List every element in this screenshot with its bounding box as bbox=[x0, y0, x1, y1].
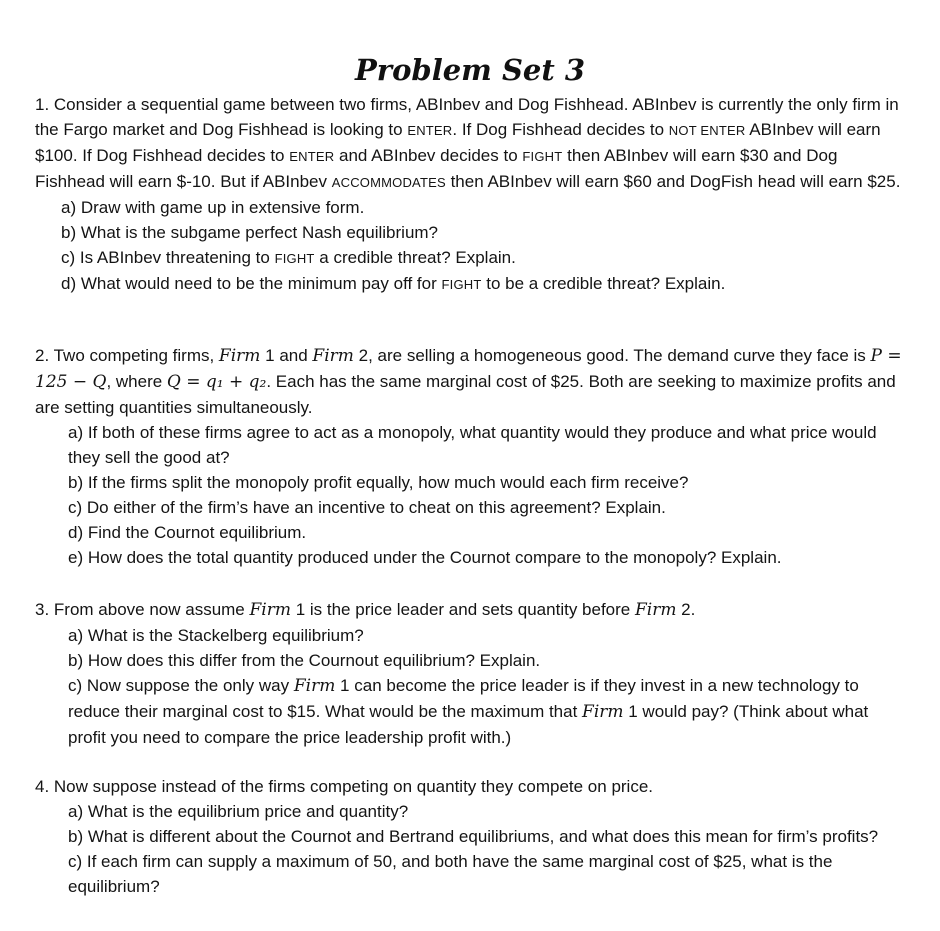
question-3-text bbox=[35, 597, 905, 623]
keyword-enter: ENTER bbox=[407, 123, 453, 138]
q3-text-3: . bbox=[690, 600, 696, 619]
q1-text-4: and ABInbev decides to bbox=[334, 146, 523, 165]
question-2 bbox=[35, 343, 905, 570]
q2-part-c: c) Do either of the firm’s have an incentive to cheat on this agreement? Explain. bbox=[68, 498, 666, 517]
q3-c-text-2: can become the price leader is if they invest in a new technology to reduce their marginal cost to $15. What would be the maximum that bbox=[68, 676, 859, 721]
q1-part-b: b) What is the subgame perfect Nash equilibrium? bbox=[61, 223, 439, 242]
question-2-text bbox=[35, 343, 905, 420]
question-1-text bbox=[35, 92, 905, 195]
question-3 bbox=[35, 597, 905, 750]
q3-c-text-3: would pay? (Think about what profit you need to compare the price leadership profit with.) bbox=[68, 702, 869, 747]
firm-number: 1 bbox=[260, 346, 275, 365]
q2-part-a: a) If both of these firms agree to act as a monopoly, what quantity would they produce and what price would they sell the good at? bbox=[68, 423, 877, 467]
q4-part-a: a) What is the equilibrium price and quantity? bbox=[68, 802, 409, 821]
q1-text-2: . If Dog Fishhead decides to bbox=[452, 120, 669, 139]
q3-c-text-1: c) Now suppose the only way bbox=[68, 676, 294, 695]
math-firm: Firm bbox=[634, 600, 677, 620]
q3-text-1: 3. From above now assume bbox=[35, 600, 250, 619]
math-firm: Firm bbox=[293, 676, 336, 696]
math-firm: Firm bbox=[218, 346, 261, 366]
math-firm: Firm bbox=[582, 702, 624, 722]
keyword-accommodates: ACCOMMODATES bbox=[331, 175, 446, 190]
q1-text-1: 1. Consider a sequential game between two firms, ABInbev and Dog Fishhead. ABInbev is currently the only firm in the Fargo market and Dog Fishhead is looking to bbox=[35, 95, 899, 139]
page-title: Problem Set 3 bbox=[354, 53, 586, 87]
firm-number: 2 bbox=[353, 346, 369, 365]
q2-text-3: , are selling a homogeneous good. The demand curve they face is bbox=[368, 346, 871, 365]
q2-text-4: , where bbox=[106, 372, 167, 391]
firm-number: 1 bbox=[623, 702, 638, 721]
q1-text-6: then ABInbev will earn $60 and DogFish head will earn $25. bbox=[445, 172, 901, 191]
q3-text-2: is the price leader and sets quantity before bbox=[305, 600, 635, 619]
keyword-fight: FIGHT bbox=[522, 149, 563, 164]
q3-part-c bbox=[35, 673, 905, 750]
q1-c-text-2: a credible threat? Explain. bbox=[314, 248, 516, 267]
q2-text-2: and bbox=[274, 346, 313, 365]
q1-c-text-1: c) Is ABInbev threatening to bbox=[61, 248, 275, 267]
keyword-enter: ENTER bbox=[289, 149, 335, 164]
q1-d-text-1: d) What would need to be the minimum pay off for bbox=[61, 274, 442, 293]
q4-part-b: b) What is different about the Cournot and Bertrand equilibriums, and what does this mean for firm’s profits? bbox=[68, 827, 879, 846]
math-firm: Firm bbox=[312, 346, 354, 366]
quantity-equation: Q = q₁ + q₂ bbox=[166, 372, 267, 392]
q4-part-c: c) If each firm can supply a maximum of 50, and both have the same marginal cost of $25, what is the equilibrium? bbox=[68, 852, 833, 896]
q1-text-5: then ABInbev will earn $30 and Dog Fishhead will earn $-10. But if ABInbev bbox=[35, 146, 838, 191]
demand-equation: P = 125 − Q bbox=[35, 346, 902, 392]
keyword-fight: FIGHT bbox=[441, 277, 482, 292]
keyword-not-enter: NOT ENTER bbox=[668, 123, 746, 138]
firm-number: 1 bbox=[290, 600, 306, 619]
question-1 bbox=[35, 92, 905, 297]
q3-part-b: b) How does this differ from the Cournout equilibrium? Explain. bbox=[68, 651, 541, 670]
q2-part-b: b) If the firms split the monopoly profit equally, how much would each firm receive? bbox=[68, 473, 689, 492]
keyword-fight: FIGHT bbox=[274, 251, 315, 266]
q2-text-1: 2. Two competing firms, bbox=[35, 346, 219, 365]
q1-d-text-2: to be a credible threat? Explain. bbox=[481, 274, 726, 293]
q1-part-a: a) Draw with game up in extensive form. bbox=[61, 198, 365, 217]
q2-text-5: . Each has the same marginal cost of $25. Both are seeking to maximize profits and are setting quantities simultaneously. bbox=[35, 372, 896, 417]
q1-part-d bbox=[35, 271, 905, 297]
math-firm: Firm bbox=[249, 600, 291, 620]
q3-part-a: a) What is the Stackelberg equilibrium? bbox=[68, 626, 364, 645]
firm-number: 2 bbox=[676, 600, 691, 619]
firm-number: 1 bbox=[335, 676, 350, 695]
q1-part-c bbox=[35, 245, 905, 271]
question-4-text: 4. Now suppose instead of the firms competing on quantity they compete on price. bbox=[35, 777, 654, 796]
question-4 bbox=[35, 774, 905, 899]
q2-part-d: d) Find the Cournot equilibrium. bbox=[68, 523, 307, 542]
q2-part-e: e) How does the total quantity produced under the Cournot compare to the monopoly? Explain. bbox=[68, 548, 782, 567]
q1-text-3: ABInbev will earn $100. If Dog Fishhead decides to bbox=[35, 120, 881, 165]
